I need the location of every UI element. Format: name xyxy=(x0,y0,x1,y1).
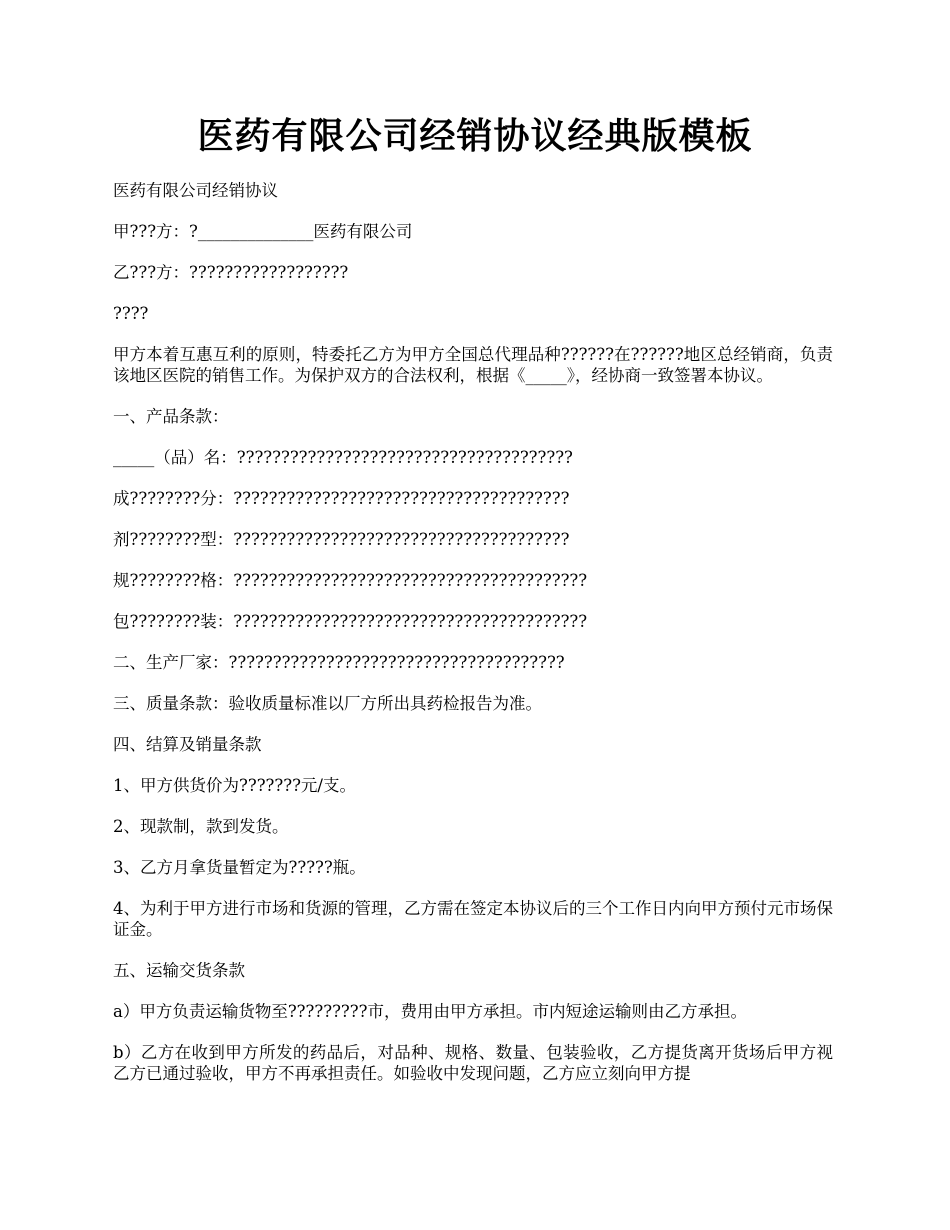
product-package-line: 包????????装：???????????????????????????????????????? xyxy=(113,612,588,631)
transport-item-a: a）甲方负责运输货物至?????????市，费用由甲方承担。市内短途运输则由乙方承担。 xyxy=(113,1002,747,1021)
section-transport: 五、运输交货条款 xyxy=(113,961,245,980)
product-name-line: _____（品）名：?????????????????????????????????????? xyxy=(113,448,573,467)
product-ingredient-line: 成????????分：?????????????????????????????????????? xyxy=(113,489,570,508)
section-manufacturer: 二、生产厂家：?????????????????????????????????????? xyxy=(113,653,565,672)
section-quality-terms: 三、质量条款：验收质量标准以厂方所出具药检报告为准。 xyxy=(113,694,542,713)
settlement-item-3: 3、乙方月拿货量暂定为?????瓶。 xyxy=(113,858,366,877)
settlement-item-1: 1、甲方供货价为???????元/支。 xyxy=(113,776,356,795)
document-title: 医药有限公司经销协议经典版模板 xyxy=(197,115,753,157)
settlement-item-2: 2、现款制，款到发货。 xyxy=(113,817,289,836)
section-product-terms: 一、产品条款： xyxy=(113,407,229,426)
paragraph-party-b: 乙???方：?????????????????? xyxy=(113,263,349,282)
paragraph-placeholder: ???? xyxy=(113,304,149,323)
product-spec-line: 规????????格：???????????????????????????????????????? xyxy=(113,571,588,590)
paragraph-preamble: 甲方本着互惠互利的原则，特委托乙方为甲方全国总代理品种??????在??????地区总经销商，负责该地区医院的销售工作。为保护双方的合法权利，根据《_____》，经协商一致签署本协议。 xyxy=(113,345,833,385)
transport-item-b: b）乙方在收到甲方所发的药品后，对品种、规格、数量、包装验收，乙方提货离开货场后甲方视乙方已通过验收，甲方不再承担责任。如验收中发现问题，乙方应立刻向甲方提 xyxy=(113,1043,833,1083)
section-settlement: 四、结算及销量条款 xyxy=(113,735,262,754)
paragraph-heading: 医药有限公司经销协议 xyxy=(113,181,278,200)
paragraph-party-a: 甲???方：?______________医药有限公司 xyxy=(113,222,413,241)
product-dosage-form-line: 剂????????型：?????????????????????????????????????? xyxy=(113,530,570,549)
document-body xyxy=(113,180,833,1104)
settlement-item-4: 4、为利于甲方进行市场和货源的管理，乙方需在签定本协议后的三个工作日内向甲方预付元市场保证金。 xyxy=(113,899,833,939)
